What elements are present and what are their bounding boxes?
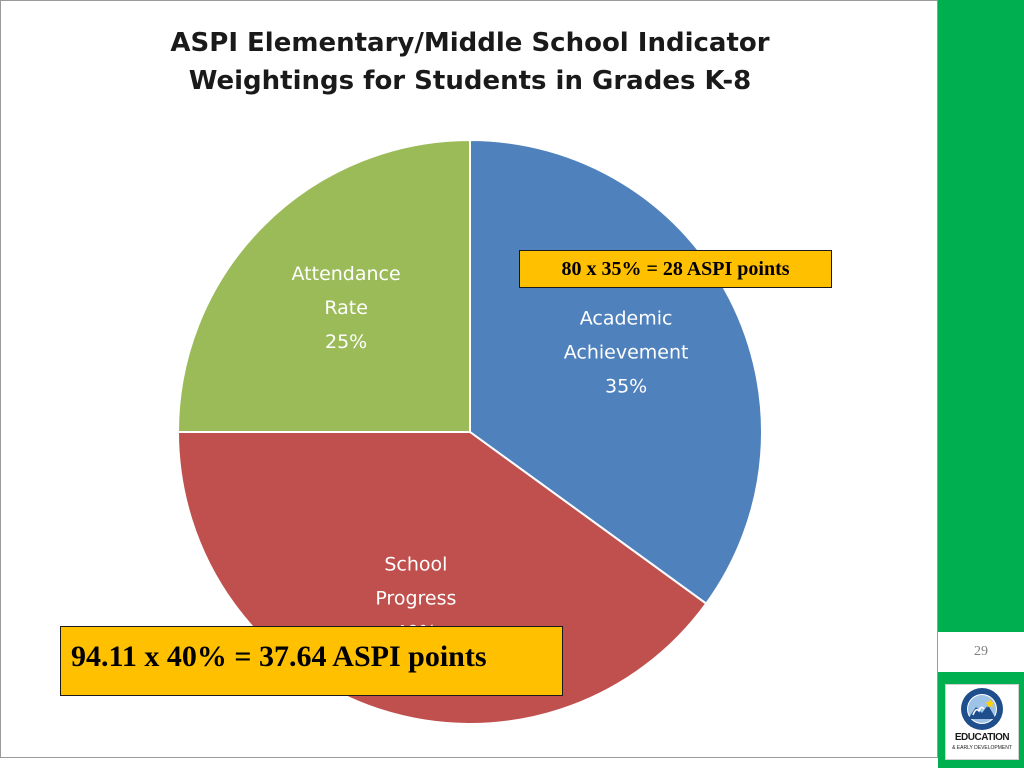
pie-name-label: Rate xyxy=(324,297,368,320)
pie-slice-attendance-rate xyxy=(178,140,470,432)
alaska-education-logo xyxy=(945,684,1019,760)
pie-name-label: Progress xyxy=(375,587,457,610)
pie-name-label: Attendance xyxy=(291,263,401,286)
school-progress-callout: 94.11 x 40% = 37.64 ASPI points xyxy=(60,626,563,696)
pie-name-label: Achievement xyxy=(563,341,689,364)
logo-sub-text: & EARLY DEVELOPMENT xyxy=(952,745,1012,751)
pie-value-label: 35% xyxy=(604,375,648,398)
pie-name-label: School xyxy=(384,553,448,576)
logo-main-text: EDUCATION xyxy=(954,732,1010,743)
pie-name-label: Academic xyxy=(579,307,673,330)
pie-value-label: 25% xyxy=(324,331,368,354)
page-number: 29 xyxy=(938,632,1024,672)
chart-title-line-1: ASPI Elementary/Middle School Indicator xyxy=(170,28,770,58)
academic-achievement-callout: 80 x 35% = 28 ASPI points xyxy=(519,250,832,288)
chart-title-line-2: Weightings for Students in Grades K-8 xyxy=(188,66,752,96)
